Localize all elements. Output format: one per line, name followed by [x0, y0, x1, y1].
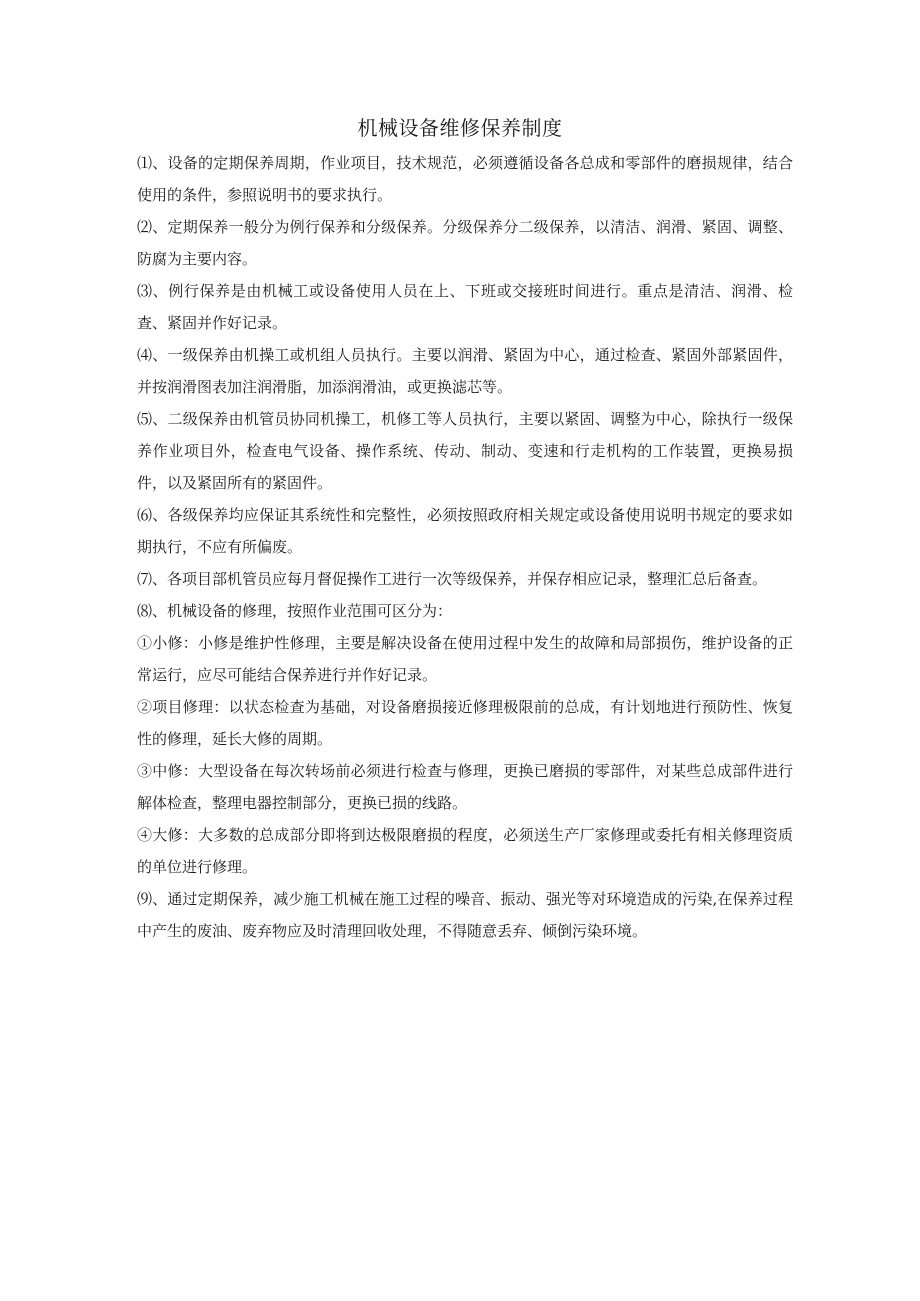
repair-major: ④大修：大多数的总成部分即将到达极限磨损的程度，必须送生产厂家修理或委托有相关修理资质的单位进行修理。: [137, 826, 793, 876]
clause-5: ⑸、二级保养由机管员协同机操工，机修工等人员执行，主要以紧固、调整为中心，除执行一级保养作业项目外，检查电气设备、操作系统、传动、制动、变速和行走机构的工作装置，更换易损件，以及紧固所有的紧固件。: [137, 410, 793, 492]
clause-8: ⑻、机械设备的修理，按照作业范围可区分为：: [137, 602, 453, 620]
document-title: 机械设备维修保养制度: [357, 116, 563, 140]
clause-3: ⑶、例行保养是由机械工或设备使用人员在上、下班或交接班时间进行。重点是清洁、润滑、检查、紧固并作好记录。: [137, 282, 793, 332]
clause-9: ⑼、通过定期保养，减少施工机械在施工过程的噪音、振动、强光等对环境造成的污染,在保养过程中产生的废油、废弃物应及时清理回收处理，不得随意丢弃、倾倒污染环境。: [137, 890, 793, 940]
clause-1: ⑴、设备的定期保养周期，作业项目，技术规范，必须遵循设备各总成和零部件的磨损规律，结合使用的条件，参照说明书的要求执行。: [137, 154, 793, 204]
clause-4: ⑷、一级保养由机操工或机组人员执行。主要以润滑、紧固为中心，通过检查、紧固外部紧固件，并按润滑图表加注润滑脂，加添润滑油，或更换滤芯等。: [137, 346, 793, 396]
clause-7: ⑺、各项目部机管员应每月督促操作工进行一次等级保养，并保存相应记录，整理汇总后备查。: [137, 570, 768, 588]
clause-6: ⑹、各级保养均应保证其系统性和完整性，必须按照政府相关规定或设备使用说明书规定的要求如期执行，不应有所偏废。: [137, 506, 793, 556]
clause-2: ⑵、定期保养一般分为例行保养和分级保养。分级保养分二级保养，以清洁、润滑、紧固、调整、防腐为主要内容。: [137, 218, 793, 268]
repair-item: ②项目修理：以状态检查为基础，对设备磨损接近修理极限前的总成，有计划地进行预防性、恢复性的修理，延长大修的周期。: [137, 698, 793, 748]
repair-medium: ③中修：大型设备在每次转场前必须进行检查与修理，更换已磨损的零部件，对某些总成部件进行解体检查，整理电器控制部分，更换已损的线路。: [137, 762, 793, 812]
repair-minor: ①小修：小修是维护性修理，主要是解决设备在使用过程中发生的故障和局部损伤，维护设备的正常运行，应尽可能结合保养进行并作好记录。: [137, 634, 793, 684]
document-body: [137, 147, 793, 947]
